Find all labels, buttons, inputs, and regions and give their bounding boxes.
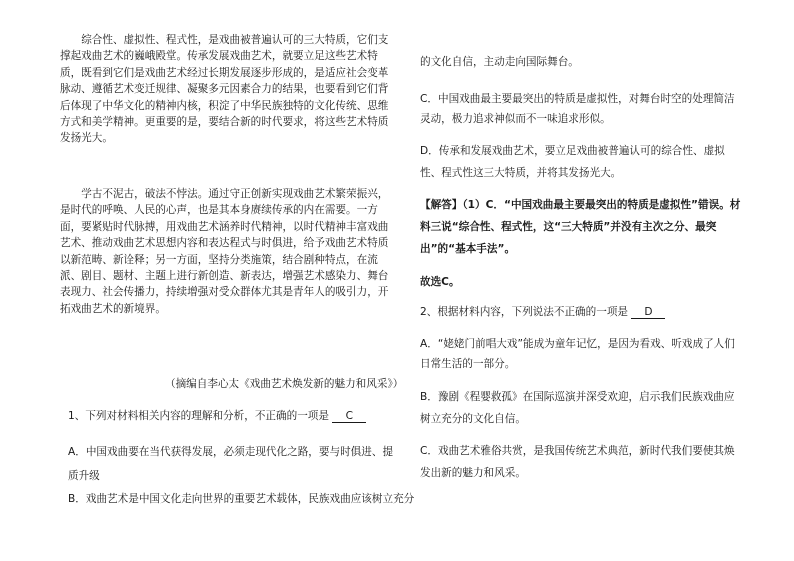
question-1-option-d: D．传承和发展戏曲艺术，要立足戏曲被普遍认可的综合性、虚拟性、程式性这三大特质，并将其发扬光大。 [420,145,725,179]
question-2-answer: D [631,306,665,319]
question-1-option-a: A．中国戏曲要在当代获得发展，必须走现代化之路，要与时俱进、提质升级 [68,446,394,482]
question-1-option-c: C．中国戏曲最主要最突出的特质是虚拟性，对舞台时空的处理简洁灵动，极力追求神似而不一味追求形似。 [420,93,735,125]
question-2-option-a: A．“姥姥门前唱大戏”能成为童年记忆，是因为看戏、听戏成了人们日常生活的一部分。 [420,338,735,370]
question-1-text: 1、下列对材料相关内容的理解和分析，不正确的一项是 [68,410,329,422]
question-1-option-b: B．戏曲艺术是中国文化走向世界的重要艺术载体，民族戏曲应该树立充分 [68,493,415,505]
question-2-text: 2、根据材料内容，下列说法不正确的一项是 [420,306,629,318]
source-citation: （摘编自李心太《戏曲艺术焕发新的魅力和风采》） [165,378,404,390]
passage-paragraph-1: 综合性、虚拟性、程式性，是戏曲被普遍认可的三大特质，它们支撑起戏曲艺术的巍峨殿堂。传承发展戏曲艺术，就要立足这些艺术特质，既看到它们是戏曲艺术经过长期发展逐步形成的，是适应社会变革脉动、遵循艺术变迁规律、凝聚多元因素合力的结果，也要看到它们背后体现了中华文化的精神内核，积淀了中华民族独特的文化传统、思维方式和美学精神。更重要的是，要结合新的时代要求，将这些艺术特质发扬光大。 [60,34,389,145]
question-1-answer: C [332,410,366,423]
answer-conclusion: 故选C。 [420,276,460,288]
question-1-stem [68,408,366,423]
question-1-option-b-continued: 的文化自信，主动走向国际舞台。 [420,56,579,68]
passage-paragraph-2: 学古不泥古，破法不悖法。通过守正创新实现戏曲艺术繁荣振兴，是时代的呼唤、人民的心声，也是其本身赓续传承的内在需要。一方面，要紧贴时代脉搏，用戏曲艺术涵养时代精神，以时代精神丰富戏曲艺术、推动戏曲艺术思想内容和表达程式与时俱进，给予戏曲艺术特质以新范畴、新诠释；另一方面，坚持分类施策，结合剧种特点，在流派、剧目、题材、主题上进行新创造、新表达，增强艺术感染力、舞台表现力、社会传播力，持续增强对受众群体尤其是青年人的吸引力，开拓戏曲艺术的新境界。 [60,188,389,315]
question-2-option-b: B．豫剧《程婴救孤》在国际巡演并深受欢迎，启示我们民族戏曲应树立充分的文化自信。 [420,391,735,425]
answer-analysis: 【解答】（1）C．“中国戏曲最主要最突出的特质是虚拟性”错误。材料三说“综合性、程式性，这“三大特质”并没有主次之分、最突出”的“基本手法”。 [420,199,741,255]
question-2-option-c: C．戏曲艺术雅俗共赏，是我国传统艺术典范，新时代我们要使其焕发出新的魅力和风采。 [420,445,735,479]
question-2-stem [420,304,665,319]
